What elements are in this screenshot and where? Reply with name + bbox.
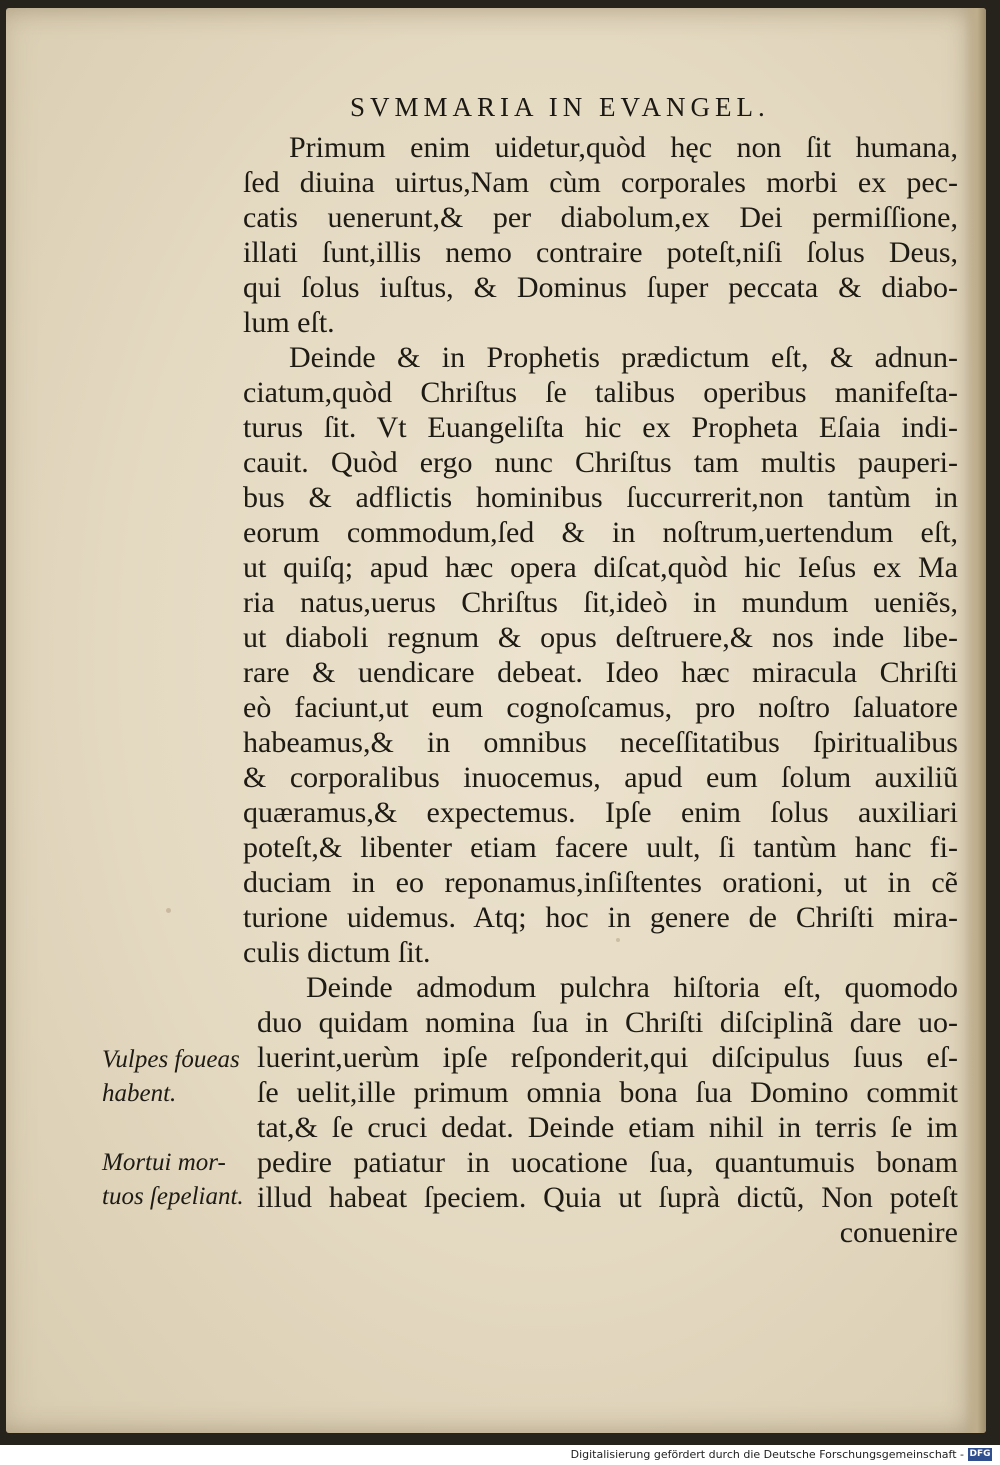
text-line: duo quidam nomina ſua in Chriſti diſciplinã dare uo- — [257, 1006, 958, 1039]
text-line: luerint,uerùm ipſe reſponderit,qui diſcipulus ſuus eſ- — [257, 1041, 958, 1074]
text-line: & corporalibus inuocemus, apud eum ſolum auxiliũ — [243, 761, 958, 794]
marginal-line: Mortui mor- — [102, 1149, 226, 1176]
catchword: conuenire — [839, 1216, 958, 1249]
text-line: Deinde & in Prophetis prædictum eſt, & adnun- — [289, 341, 958, 374]
text-line: culis dictum ſit. — [243, 936, 431, 969]
running-head: SVMMARIA IN EVANGEL. — [350, 92, 770, 122]
text-line: illati ſunt,illis nemo contraire poteſt,niſi ſolus Deus, — [243, 236, 958, 269]
footer-bar — [0, 1445, 1000, 1465]
text-line: turus ſit. Vt Euangeliſta hic ex Propheta Eſaia indi- — [243, 411, 958, 444]
dfg-logo: DFG — [969, 1449, 991, 1459]
text-line: lum eſt. — [243, 306, 335, 339]
text-line: ria natus,uerus Chriſtus ſit,ideò in mundum ueniẽs, — [243, 586, 958, 619]
text-line: ut quiſq; apud hæc opera diſcat,quòd hic Ieſus ex Ma — [243, 551, 958, 584]
text-line: cauit. Quòd ergo nunc Chriſtus tam multis pauperi- — [243, 446, 958, 479]
text-line: rare & uendicare debeat. Ideo hæc miracula Chriſti — [243, 656, 958, 689]
text-line: ciatum,quòd Chriſtus ſe talibus operibus manifeſta- — [243, 376, 958, 409]
text-line: bus & adflictis hominibus ſuccurrerit,non tantùm in — [243, 481, 958, 514]
funding-credit: Digitalisierung gefördert durch die Deutsche Forschungsgemeinschaft - — [570, 1448, 964, 1461]
text-line: habeamus,& in omnibus neceſſitatibus ſpiritualibus — [243, 726, 958, 759]
body-text — [243, 130, 958, 1250]
text-line: illud habeat ſpeciem. Quia ut ſuprà dictũ, Non poteſt — [257, 1181, 958, 1214]
text-line: turione uidemus. Atq; hoc in genere de Chriſti mira- — [243, 901, 958, 934]
text-line: eò faciunt,ut eum cognoſcamus, pro noſtro ſaluatore — [243, 691, 958, 724]
text-line: poteſt,& libenter etiam facere uult, ſi tantùm hanc fi- — [243, 831, 958, 864]
text-line: Primum enim uidetur,quòd hęc non ſit humana, — [289, 131, 958, 164]
marginal-line: tuos ſepeliant. — [102, 1183, 244, 1210]
text-line: qui ſolus iuſtus, & Dominus ſuper peccata & diabo- — [243, 271, 958, 304]
marginal-note — [102, 1043, 240, 1111]
text-line: ut diaboli regnum & opus deſtruere,& nos inde libe- — [243, 621, 958, 654]
text-line: Deinde admodum pulchra hiſtoria eſt, quomodo — [306, 971, 958, 1004]
text-line: duciam in eo reponamus,inſiſtentes orationi, ut in cẽ — [243, 866, 958, 899]
text-line: ſe uelit,ille primum omnia bona ſua Domino commit — [257, 1076, 958, 1109]
text-line: eorum commodum,ſed & in noſtrum,uertendum eſt, — [243, 516, 958, 549]
page-edge-shadow — [964, 8, 986, 1433]
marginal-line: Vulpes foueas — [102, 1046, 240, 1073]
text-line: pedire patiatur in uocatione ſua, quantumuis bonam — [257, 1146, 958, 1179]
text-line: catis uenerunt,& per diabolum,ex Dei permiſſione, — [243, 201, 958, 234]
text-line: quæramus,& expectemus. Ipſe enim ſolus auxiliari — [243, 796, 958, 829]
text-line: tat,& ſe cruci dedat. Deinde etiam nihil in terris ſe im — [257, 1111, 958, 1144]
marginal-note — [102, 1146, 244, 1214]
text-line: ſed diuina uirtus,Nam cùm corporales morbi ex pec- — [243, 166, 958, 199]
paper-spot — [166, 908, 171, 913]
marginal-line: habent. — [102, 1080, 177, 1107]
